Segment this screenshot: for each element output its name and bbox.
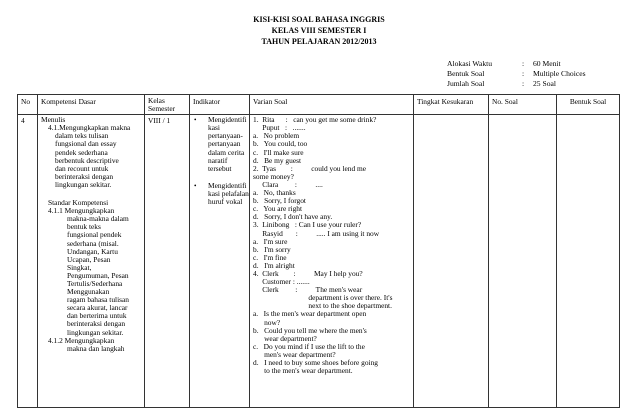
soal-line: d. I'm alright [253,260,295,270]
indikator-item [193,116,246,173]
header-no: No [18,95,38,115]
indikator-line: kasi [208,123,220,133]
kompetensi-line: berinteraksi dengan [55,171,114,181]
soal-line: c. I'll make sure [253,147,304,157]
indikator-line: huruf vokal [208,197,243,207]
table-row [18,115,620,408]
info-label-time: Alokasi Waktu [447,59,493,68]
soal-line: 4. Clerk : May I help you? [253,268,363,278]
soal-line: to the men's wear department. [253,366,353,376]
header-bentuk-soal: Bentuk Soal [557,95,620,115]
row-no: 4 [18,115,38,408]
bullet-icon: • [194,116,197,125]
kompetensi-line: lingkungan sekitar. [55,179,112,189]
info-value-type: Multiple Choices [533,69,586,78]
document-year: TAHUN PELAJARAN 2012/2013 [261,37,377,46]
indikator-line: pertanyaan [208,139,241,149]
kompetensi-line: pendek sederhana [55,147,108,157]
indikator-item [193,180,249,207]
header-no-soal: No. Soal [489,95,557,115]
row-no-soal [489,115,557,408]
kompetensi-line: Singkat, [67,262,92,272]
soal-line: wear department? [253,333,317,343]
soal-line: d. Sorry, I don't have any. [253,212,333,222]
row-varian-soal [250,115,414,408]
kompetensi-line: 4.1.2 Mengungkapkan [48,335,115,345]
kompetensi-line: dalam teks tulisan [55,131,109,141]
soal-line: a. No, thanks [253,188,296,198]
document-title: KISI-KISI SOAL BAHASA INGGRIS [253,15,385,24]
kompetensi-line: Tertulis/Sederhana [67,278,123,288]
header-kelas [145,95,190,115]
indikator-line: Mengidentifi [208,115,247,125]
soal-line: b. Could you tell me where the men's [253,325,367,335]
soal-line: men's wear department? [253,349,336,359]
info-value-count: 25 Soal [533,79,556,88]
row-indikator [190,115,250,408]
row-kelas: VIII / 1 [145,115,190,408]
document-class-semester: KELAS VIII SEMESTER I [271,26,367,35]
soal-line: Clara : .... [253,179,323,189]
soal-line: a. No problem [253,131,300,141]
kompetensi-line: sederhana (misal. [67,238,119,248]
indikator-line: naratif [208,155,228,165]
info-label-count: Jumlah Soal [447,79,485,88]
info-label-type: Bentuk Soal [447,69,485,78]
header-variasi-soal: Varian Soal [250,95,414,115]
soal-line: 3. Linibong : Can I use your ruler? [253,220,362,230]
kompetensi-line: ragam bahasa tulisan [67,295,129,305]
indikator-line: tersebut [208,163,232,173]
kompetensi-line: secara akurat, lancar [67,303,128,313]
kompetensi-line: Menggunakan [67,287,110,297]
header-kelas-line1: Kelas [148,96,165,105]
kompetensi-line: berinteraksi dengan [67,319,126,329]
soal-line: Clerk : The men's wear [253,285,363,295]
header-kelas-line2: Semester [148,104,176,114]
kompetensi-line: fungsional pendek [67,230,122,240]
soal-line: b. You could, too [253,139,308,149]
soal-line: c. You are right [253,204,303,214]
soal-line: some money? [253,171,294,181]
soal-line: a. Is the men's wear department open [253,309,367,319]
soal-line: b. Sorry, I forgot [253,196,306,206]
soal-line: Rasyid : ..... I am using it now [253,228,380,238]
kompetensi-line: makna dan langkah [67,343,125,353]
row-tingkat [414,115,489,408]
soal-line: c. I'm fine [253,252,287,262]
kompetensi-line: Pengumuman, Pesan [67,270,129,280]
kompetensi-line: dan berterima untuk [67,311,127,321]
info-sep-count: : [522,79,525,88]
kompetensi-line: 4.1.1 Mengungkapkan [48,206,115,216]
kompetensi-line: bentuk teks [67,222,101,232]
soal-line: Puput : ....... [253,123,306,133]
header-indikator: Indikator [190,95,250,115]
kompetensi-line: berbentuk descriptive [55,155,119,165]
indikator-line: kasi pelafalan [208,188,249,198]
row-bentuk-soal [557,115,620,408]
soal-line: 2. Tyas : could you lend me [253,163,367,173]
kisi-table [17,94,620,408]
header-tingkat: Tingkat Kesukaran [414,95,489,115]
info-sep-type: : [522,69,525,78]
indikator-line: pertanyaan- [208,131,243,141]
soal-line: a. I'm sure [253,236,288,246]
table-header-row [18,95,620,115]
soal-line: now? [253,317,281,327]
kompetensi-line: 4.1.Mengungkapkan makna [48,123,131,133]
indikator-line: Mengidentifi [208,180,247,190]
info-sep-time: : [522,59,525,68]
soal-line: next to the shoe department. [253,301,392,311]
row-kompetensi [38,115,145,408]
kompetensi-line: Menulis [41,115,66,125]
header-kompetensi: Kompetensi Dasar [38,95,145,115]
soal-line: department is over there. It's [253,293,393,303]
soal-line: Customer : ....... [253,277,310,287]
soal-line: d. Be my guest [253,155,302,165]
kompetensi-line: fungsional dan essay [55,139,117,149]
soal-line: c. Do you mind if I use the lift to the [253,341,365,351]
bullet-icon: • [194,181,197,190]
soal-line: d. I need to buy some shoes before going [253,358,378,367]
info-value-time: 60 Menit [533,59,561,68]
kompetensi-line: makna-makna dalam [67,214,129,224]
kompetensi-line: Ucapan, Pesan [67,254,111,264]
kompetensi-line: dan recount untuk [55,163,109,173]
kompetensi-line: lingkungan sekitar. [67,327,124,337]
indikator-line: dalam cerita [208,147,245,157]
kompetensi-line: Undangan, Kartu [67,246,118,256]
soal-line: 1. Rita : can you get me some drink? [253,115,377,125]
soal-line: b. I'm sorry [253,244,291,254]
kompetensi-line: Standar Kompetensi [48,198,109,208]
